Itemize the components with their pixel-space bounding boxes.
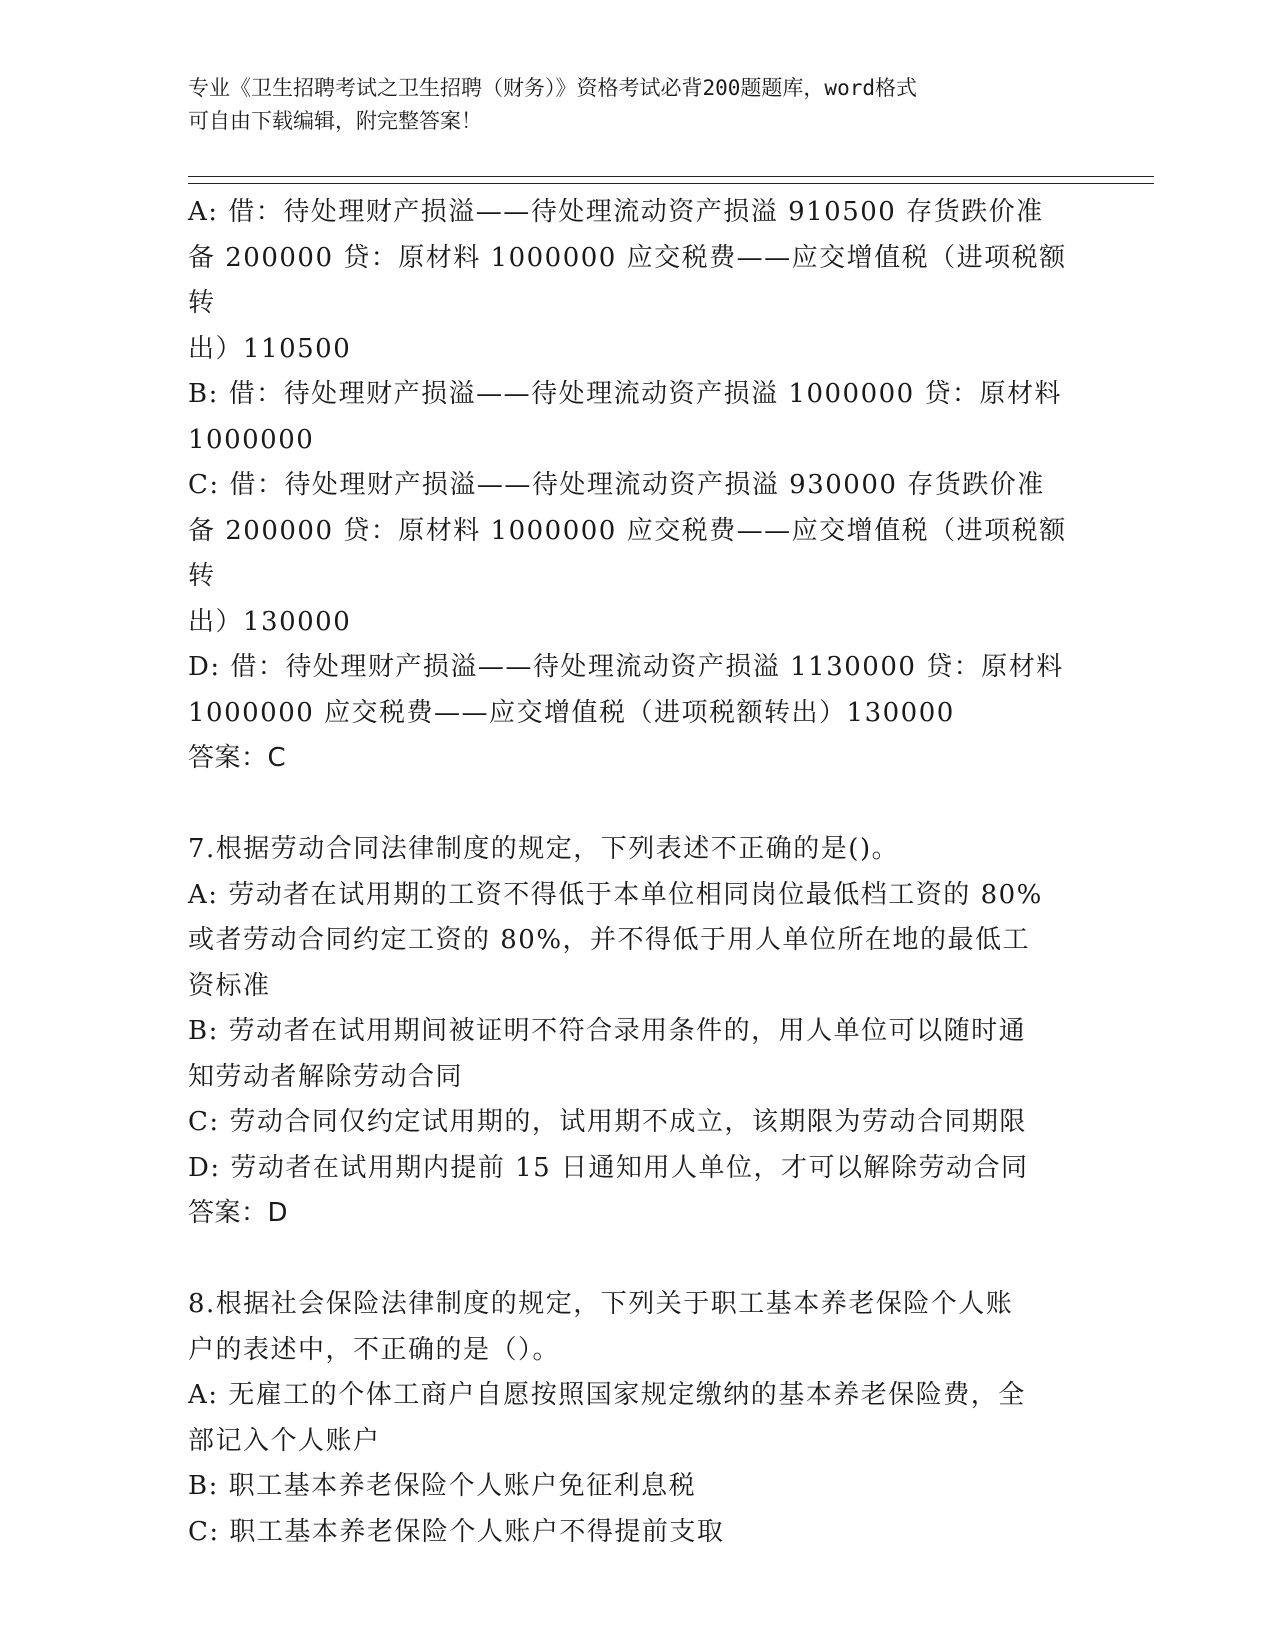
option-c (188, 463, 1088, 645)
document-header (188, 72, 1088, 138)
option-c (188, 1100, 1088, 1146)
option-a (188, 873, 1088, 1010)
header-divider-top (188, 176, 1154, 177)
option-a-line: 备 200000 贷：原材料 1000000 应交税费——应交增值税（进项税额转 (188, 242, 1067, 318)
option-a-line: A: 劳动者在试用期的工资不得低于本单位相同岗位最低档工资的 80% (188, 879, 1043, 910)
option-d-line: D: 借：待处理财产损溢——待处理流动资产损溢 1130000 贷：原材料 (188, 652, 1064, 682)
option-d-line: D: 劳动者在试用期内提前 15 日通知用人单位，才可以解除劳动合同 (188, 1152, 1029, 1183)
header-divider-bottom (188, 183, 1154, 184)
option-c-line: 备 200000 贷：原材料 1000000 应交税费——应交增值税（进项税额转 (188, 515, 1067, 591)
option-a-line: 或者劳动合同约定工资的 80%，并不得低于用人单位所在地的最低工 (188, 925, 1031, 955)
spacer (188, 1237, 1088, 1283)
option-b (188, 372, 1088, 463)
option-b (188, 1464, 1088, 1510)
option-a (188, 190, 1088, 372)
question-stem: 户的表述中，不正确的是（）。 (188, 1334, 561, 1365)
option-b-line: B: 劳动者在试用期间被证明不符合录用条件的，用人单位可以随时通 (188, 1016, 1027, 1046)
option-c-line: C: 借：待处理财产损溢——待处理流动资产损溢 930000 存货跌价准 (188, 470, 1045, 500)
question-stem: 7.根据劳动合同法律制度的规定，下列表述不正确的是()。 (188, 834, 900, 864)
option-c-line: 出）130000 (188, 606, 352, 637)
option-b (188, 1009, 1088, 1100)
option-d (188, 645, 1088, 736)
option-a-line: A: 无雇工的个体工商户自愿按照国家规定缴纳的基本养老保险费，全 (188, 1380, 1026, 1410)
option-a-line: 资标准 (188, 970, 271, 1001)
option-c-line: C: 劳动合同仅约定试用期的，试用期不成立，该期限为劳动合同期限 (188, 1107, 1027, 1137)
header-line-2: 可自由下载编辑，附完整答案！ (188, 109, 482, 133)
question-8 (188, 1282, 1088, 1555)
option-a-line: 出）110500 (188, 333, 352, 364)
option-b-line: 知劳动者解除劳动合同 (188, 1061, 464, 1092)
option-a-line: 部记入个人账户 (188, 1425, 381, 1456)
option-b-line: B: 职工基本养老保险个人账户免征利息税 (188, 1471, 697, 1501)
answer-label: 答案：D (188, 1198, 289, 1228)
question-7 (188, 827, 1088, 1237)
question-content (188, 190, 1088, 1555)
option-d-line: 1000000 应交税费——应交增值税（进项税额转出）130000 (188, 697, 955, 728)
spacer (188, 782, 1088, 828)
answer-label: 答案：C (188, 743, 287, 773)
option-a (188, 1373, 1088, 1464)
option-a-line: A: 借：待处理财产损溢——待处理流动资产损溢 910500 存货跌价准 (188, 197, 1044, 227)
question-6-options (188, 190, 1088, 782)
option-c-line: C: 职工基本养老保险个人账户不得提前支取 (188, 1516, 725, 1547)
header-line-1: 专业《卫生招聘考试之卫生招聘（财务）》资格考试必背200题题库，word格式 (188, 76, 917, 100)
option-c (188, 1510, 1088, 1556)
option-b-line: B: 借：待处理财产损溢——待处理流动资产损溢 1000000 贷：原材料 (188, 379, 1062, 409)
option-b-line: 1000000 (188, 424, 315, 455)
question-stem: 8.根据社会保险法律制度的规定，下列关于职工基本养老保险个人账 (188, 1289, 1014, 1319)
option-d (188, 1146, 1088, 1192)
